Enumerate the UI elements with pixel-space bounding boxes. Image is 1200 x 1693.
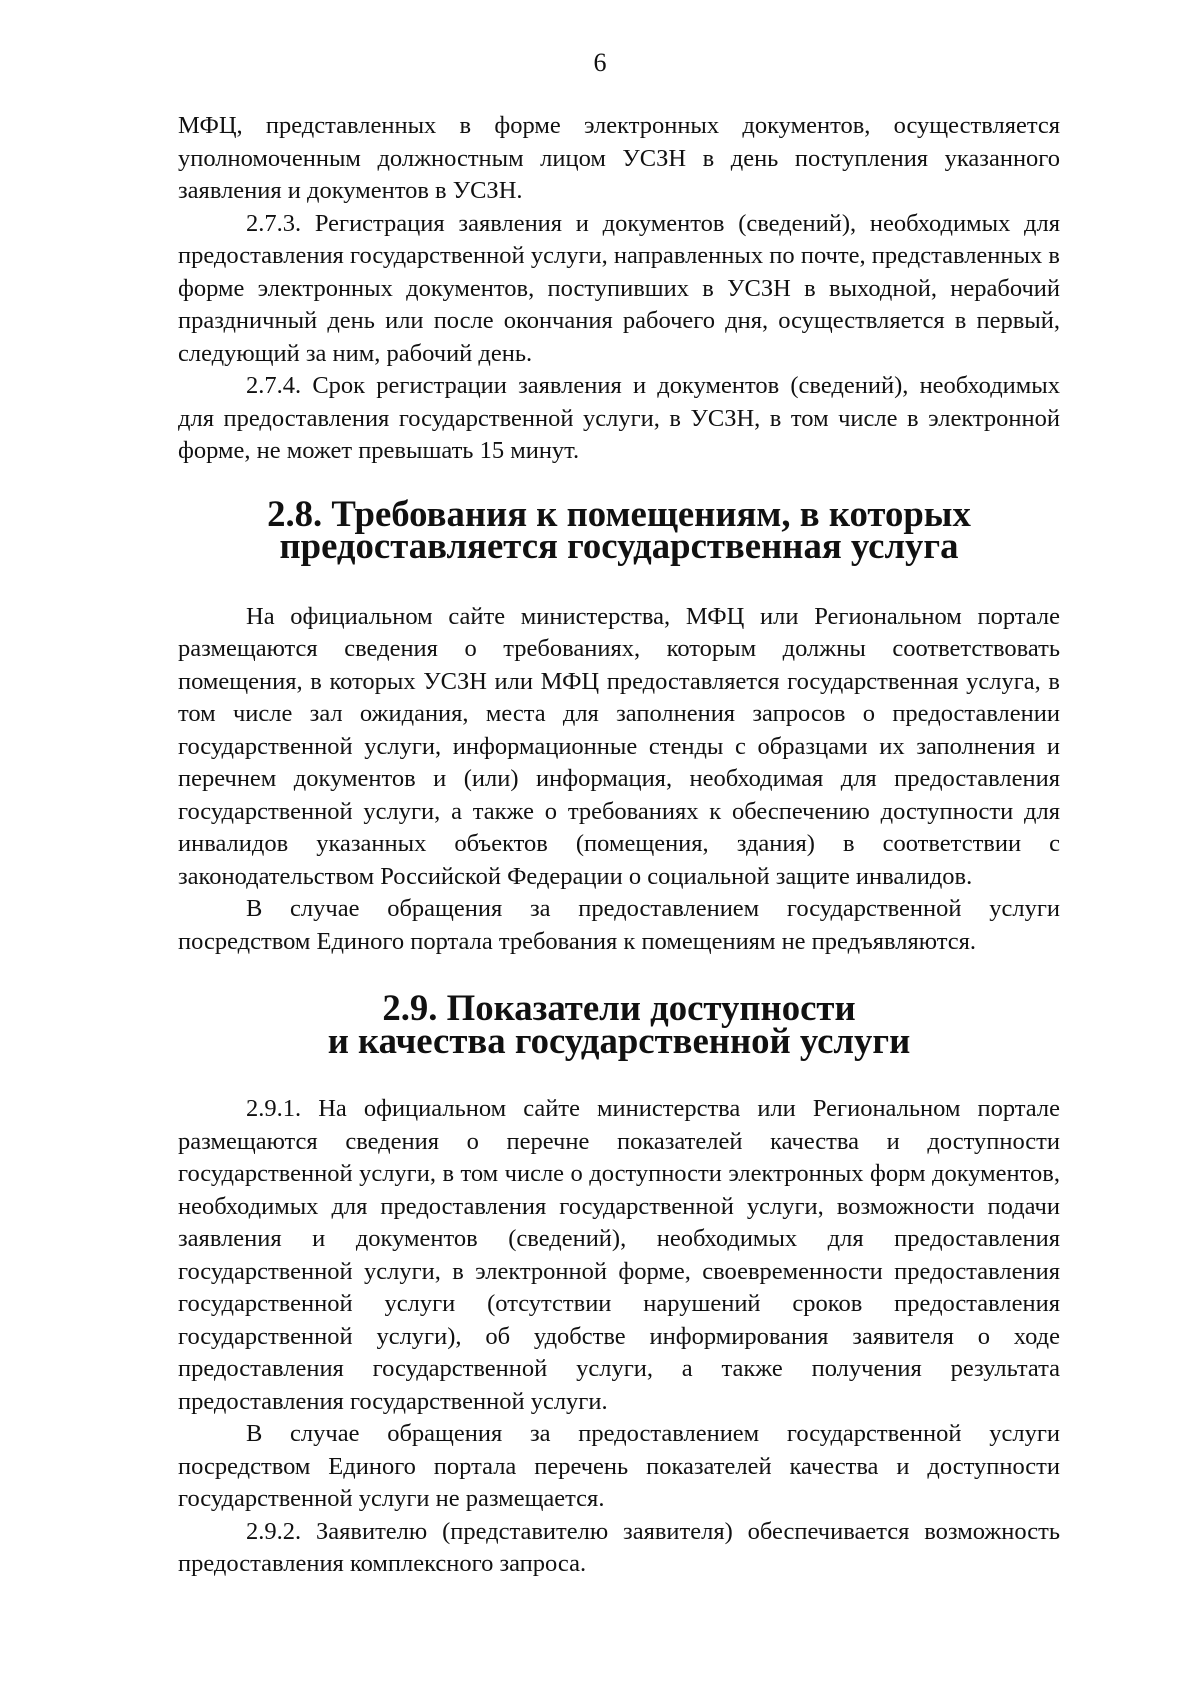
paragraph-2-9-1: 2.9.1. На официальном сайте министерства или Региональном портале размещаются сведения о перечне показателей качества и доступности государственной услуги, в том числе о доступности электронных форм документов, необходимых для предоставления государственной услуги, возможности подачи заявления и документов (сведений), необходимых для предоставления государственной услуги, в электронной форме, своевременности предоставления государственной услуги (отсутствии нарушений сроков предоставления государственной услуги), об удобстве информирования заявителя о ходе предоставления государственной услуги, а также получения результата предоставления государственной услуги.: [178, 1095, 1060, 1415]
section-heading-2-8-line2: предоставляется государственная услуга: [279, 525, 959, 566]
paragraph-2-7-4: 2.7.4. Срок регистрации заявления и документов (сведений), необходимых для предоставления государственной услуги, в УСЗН, в том числе в электронной форме, не может превышать 15 минут.: [178, 372, 1060, 464]
paragraph-continued: МФЦ, представленных в форме электронных документов, осуществляется уполномоченным должностным лицом УСЗН в день поступления указанного заявления и документов в УСЗН.: [178, 112, 1060, 204]
paragraph-2-8-single-portal: В случае обращения за предоставлением государственной услуги посредством Единого портала требования к помещениям не предъявляются.: [178, 895, 1060, 955]
paragraph-2-9-2: 2.9.2. Заявителю (представителю заявителя) обеспечивается возможность предоставления комплексного запроса.: [178, 1517, 1060, 1577]
section-heading-2-9-line2: и качества государственной услуги: [327, 1019, 911, 1061]
section-heading-2-9: [178, 987, 1060, 1061]
paragraph-2-8-requirements: На официальном сайте министерства, МФЦ или Региональном портале размещаются сведения о требованиях, которым должны соответствовать помещения, в которых УСЗН или МФЦ предоставляется государственная услуга, в том числе зал ожидания, места для заполнения запросов о предоставлении государственной услуги, информационные стенды с образцами их заполнения и перечнем документов и (или) информация, необходимая для предоставления государственной услуги, а также о требованиях к обеспечению доступности для инвалидов указанных объектов (помещения, здания) в соответствии с законодательством Российской Федерации о социальной защите инвалидов.: [178, 602, 1060, 890]
paragraph-2-9-single-portal: В случае обращения за предоставлением государственной услуги посредством Единого портала перечень показателей качества и доступности государственной услуги не размещается.: [178, 1420, 1060, 1512]
page-number: 6: [593, 48, 607, 77]
section-heading-2-9-line1: 2.9. Показатели доступности: [382, 987, 856, 1028]
section-heading-2-8: [178, 492, 1060, 566]
section-heading-2-8-line1: 2.8. Требования к помещениям, в которых: [267, 492, 971, 534]
document-body: [178, 110, 1060, 1581]
paragraph-2-7-3: 2.7.3. Регистрация заявления и документов (сведений), необходимых для предоставления государственной услуги, направленных по почте, представленных в форме электронных документов, поступивших в УСЗН в выходной, нерабочий праздничный день или после окончания рабочего дня, осуществляется в первый, следующий за ним, рабочий день.: [178, 209, 1060, 367]
